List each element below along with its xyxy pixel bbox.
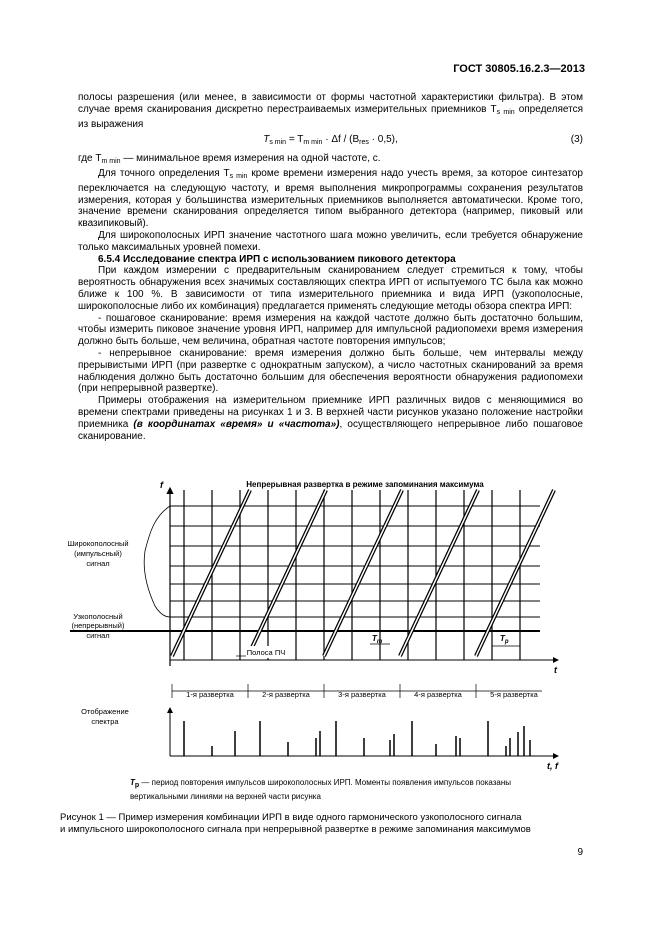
figure-1 (60, 476, 560, 776)
wideband-lines (170, 506, 540, 617)
figure-note: $T_p$ — период повторения импульсов широкополосных ИРП. Моменты появления импульсов показаны вертикальными линиями на верхней части рисунка (130, 778, 512, 801)
page-number: 9 (577, 847, 583, 858)
spectrum-label (81, 707, 129, 726)
figure-caption: Рисунок 1 — Пример измерения комбинации ИРП в виде одного гармонического узкополосного сигнала и импульсного широкополосного сигнала при непрерывной развертке в режиме запоминания максимумов (60, 812, 531, 835)
svg-text:Tm: $T_m$ (372, 634, 383, 645)
paragraph-7: - непрерывное сканирование: время измерения должно быть больше, чем интервалы между прерывистыми ИРП (при развертке с однократным запуском), а число частотных сканирований за время наблюдения должно быть достаточно большим для обеспечения вероятности обнаружения радиопомехи (при непрерывной развертке). (78, 347, 583, 395)
paragraph-6: - пошаговое сканирование: время измерения на каждой частоте должно быть достаточно большим, чтобы измерить пиковое значение уровня ИРП, например для импульсной радиопомехи время измерения должно быть больше, чем величина, обратная частоте повторения импульсов; (78, 312, 583, 348)
sweep-labels (172, 690, 542, 699)
svg-text:Узкополосный: Узкополосный (73, 612, 123, 621)
f-axis-label: f (160, 480, 163, 490)
band-label: Полоса ПЧ (246, 648, 286, 657)
paragraph-3: Для точного определения $T_{s min}$ кроме времени измерения надо учесть время, за которое синтезатор переключается на следующую частоту, и время выполнения микропрограммы сохранения результатов измерения, которая у большинства измерительных приемников выполняется автоматически. Кроме того, значение времени сканирования определяется типом выбранного детектора (например, пиковый или квазипиковый). (78, 167, 583, 230)
paragraph-5: При каждом измерении с предварительным сканированием следует стремиться к тому, чтобы вероятность обнаружения всех значимых составляющих спектра ИРП от испытуемого ТС была как можно ближе к 100 %. В зависимости от типа измерительного приемника и вида ИРП (узкополосные, широкополосные либо их комбинация) предлагается применять следующие методы обзора спектра ИРП: (78, 265, 583, 312)
paragraph-8: Примеры отображения на измерительном приемнике ИРП различных видов с меняющимися во времени спектрами приведены на рисунках 1 и 3. В верхней части рисунков указано положение настройки приемника (в координатах «время» и «частота»), осуществляющего непрерывное либо пошаговое сканирование. (78, 395, 583, 442)
sweep-5: 5-я развертка (490, 690, 538, 699)
t-axis-label: t (554, 665, 557, 675)
pulse-lines (184, 490, 520, 660)
sweep-4: 4-я развертка (414, 690, 462, 699)
document-header: ГОСТ 30805.16.2.3—2013 (453, 63, 585, 75)
svg-text:Tp: $T_p$ (500, 634, 509, 645)
figure-title: Непрерывная развертка в режиме запоминания максимума (246, 480, 484, 489)
formula-number: (3) (570, 134, 583, 146)
tp-marker (492, 634, 520, 646)
svg-text:сигнал: сигнал (86, 631, 110, 640)
paragraph-2: где $T_{m min}$ — минимальное время измерения на одной частоте, с. (78, 153, 381, 166)
tf-axis-label: t, f (547, 761, 558, 771)
svg-text:спектра: спектра (91, 717, 119, 726)
wideband-envelope (144, 506, 170, 617)
sweep-3: 3-я развертка (338, 690, 386, 699)
sweep-2: 2-я развертка (262, 690, 310, 699)
spectrum-lines (184, 721, 530, 756)
formula-3: $T_{s min} = T_{m min} \cdot \Delta f / (B_{res} \cdot 0,5)$, (3) (263, 134, 583, 147)
paragraph-4: Для широкополосных ИРП значение частотного шага можно увеличить, если требуется обнаружение только максимальных уровней помехи. (78, 229, 583, 253)
svg-text:Отображение: Отображение (81, 707, 129, 716)
paragraph-1: полосы разрешения (или менее, в зависимости от формы частотной характеристики фильтра). В этом случае время сканирования дискретно перестраиваемых измерительных приемников $T_{s min}$ определяется из выражения (78, 92, 584, 130)
svg-text:Широкополосный: Широкополосный (67, 539, 129, 548)
narrowband-label (72, 612, 125, 640)
svg-text:сигнал: сигнал (86, 559, 110, 568)
sweep-1: 1-я развертка (186, 690, 234, 699)
body-text (78, 92, 583, 442)
svg-text:(непрерывный): (непрерывный) (71, 621, 125, 630)
section-heading: 6.5.4 Исследование спектра ИРП с использованием пикового детектора (98, 253, 456, 265)
svg-text:(импульсный): (импульсный) (74, 549, 122, 558)
wideband-label (67, 539, 128, 568)
